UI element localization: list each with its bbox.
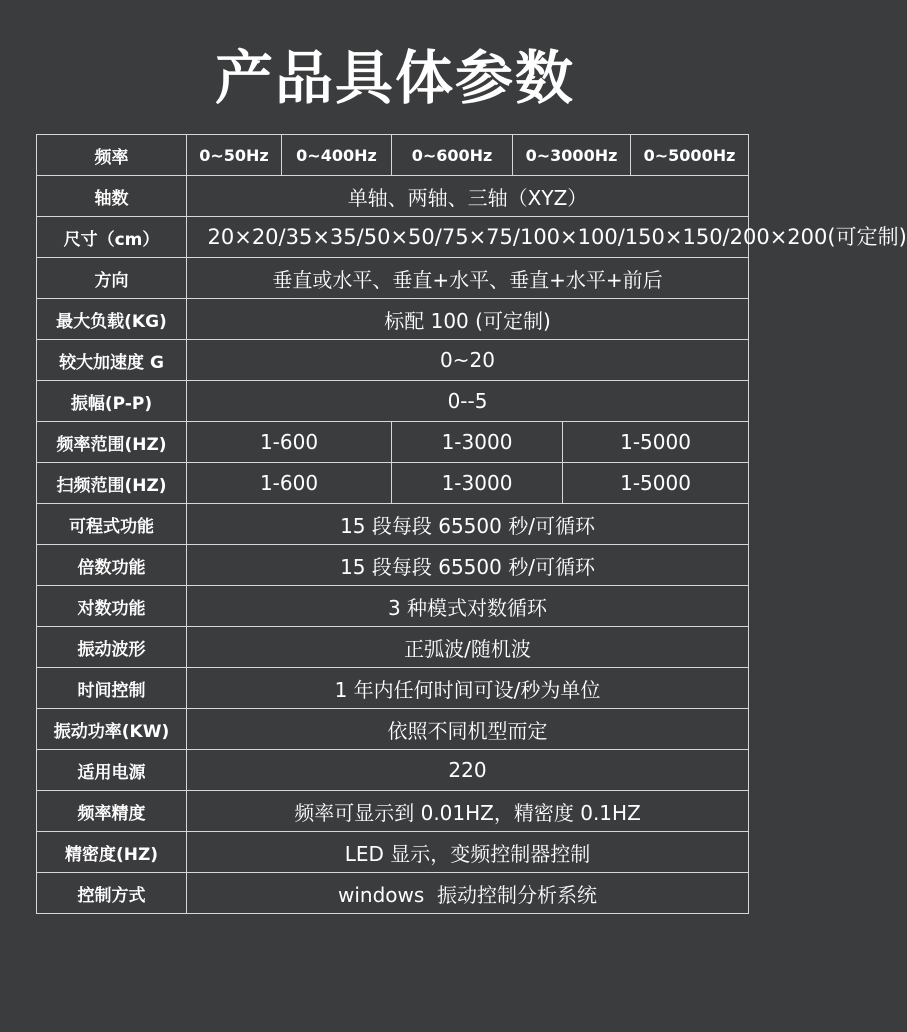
row-label-log-func: 对数功能 (37, 586, 187, 627)
row-label-power: 振动功率(KW) (37, 709, 187, 750)
table-row-supply (37, 750, 749, 791)
row-value-size (187, 217, 907, 258)
frequency-option-600: 0~600Hz (392, 135, 513, 176)
table-row-max-load (37, 299, 749, 340)
row-value-max-load: 标配 100 (可定制) (187, 299, 749, 340)
row-label-axes: 轴数 (37, 176, 187, 217)
row-label-frequency: 频率 (37, 135, 187, 176)
table-row-direction (37, 258, 749, 299)
size-value-text: 20×20/35×35/50×50/75×75/100×100/150×150/200×200(可定制) (207, 225, 907, 249)
row-value-time-ctrl: 1 年内任何时间可设/秒为单位 (187, 668, 749, 709)
row-label-size: 尺寸（cm） (37, 217, 187, 258)
sweep-range-value-1: 1-600 (187, 463, 392, 504)
freq-range-value-2: 1-3000 (392, 422, 563, 463)
table-row-axes (37, 176, 749, 217)
row-label-freq-range: 频率范围(HZ) (37, 422, 187, 463)
sweep-range-value-3: 1-5000 (563, 463, 749, 504)
frequency-option-5000: 0~5000Hz (631, 135, 749, 176)
row-value-freq-precision: 频率可显示到 0.01HZ，精密度 0.1HZ (187, 791, 749, 832)
table-row-waveform (37, 627, 749, 668)
table-row-sweep-range (37, 463, 749, 504)
row-label-max-load: 最大负载(KG) (37, 299, 187, 340)
table-row-precision (37, 832, 749, 873)
table-row-amplitude (37, 381, 749, 422)
spec-table (36, 134, 907, 914)
freq-range-value-1: 1-600 (187, 422, 392, 463)
row-value-waveform: 正弧波/随机波 (187, 627, 749, 668)
row-label-precision: 精密度(HZ) (37, 832, 187, 873)
table-row-frequency (37, 135, 749, 176)
row-value-accel: 0~20 (187, 340, 749, 381)
row-label-time-ctrl: 时间控制 (37, 668, 187, 709)
freq-range-value-3: 1-5000 (563, 422, 749, 463)
row-label-programmable: 可程式功能 (37, 504, 187, 545)
row-label-control: 控制方式 (37, 873, 187, 914)
row-label-sweep-range: 扫频范围(HZ) (37, 463, 187, 504)
row-value-control: windows 振动控制分析系统 (187, 873, 749, 914)
row-label-direction: 方向 (37, 258, 187, 299)
table-row-accel (37, 340, 749, 381)
row-value-amplitude: 0--5 (187, 381, 749, 422)
row-value-direction: 垂直或水平、垂直+水平、垂直+水平+前后 (187, 258, 749, 299)
row-value-multiplier: 15 段每段 65500 秒/可循环 (187, 545, 749, 586)
table-row-log-func (37, 586, 749, 627)
row-label-multiplier: 倍数功能 (37, 545, 187, 586)
sweep-range-value-2: 1-3000 (392, 463, 563, 504)
row-label-accel: 较大加速度 G (37, 340, 187, 381)
row-value-axes: 单轴、两轴、三轴（XYZ） (187, 176, 749, 217)
row-label-waveform: 振动波形 (37, 627, 187, 668)
table-row-freq-precision (37, 791, 749, 832)
table-row-time-ctrl (37, 668, 749, 709)
row-value-programmable: 15 段每段 65500 秒/可循环 (187, 504, 749, 545)
row-value-supply: 220 (187, 750, 749, 791)
table-row-freq-range (37, 422, 749, 463)
table-row-control (37, 873, 749, 914)
table-row-multiplier (37, 545, 749, 586)
row-value-log-func: 3 种模式对数循环 (187, 586, 749, 627)
table-row-power (37, 709, 749, 750)
table-row-size (37, 217, 749, 258)
row-value-precision: LED 显示，变频控制器控制 (187, 832, 749, 873)
table-row-programmable (37, 504, 749, 545)
frequency-option-3000: 0~3000Hz (513, 135, 631, 176)
row-label-freq-precision: 频率精度 (37, 791, 187, 832)
frequency-option-50: 0~50Hz (187, 135, 282, 176)
row-label-supply: 适用电源 (37, 750, 187, 791)
row-value-power: 依照不同机型而定 (187, 709, 749, 750)
frequency-option-400: 0~400Hz (282, 135, 392, 176)
row-label-amplitude: 振幅(P-P) (37, 381, 187, 422)
page-title: 产品具体参数 (214, 44, 575, 112)
